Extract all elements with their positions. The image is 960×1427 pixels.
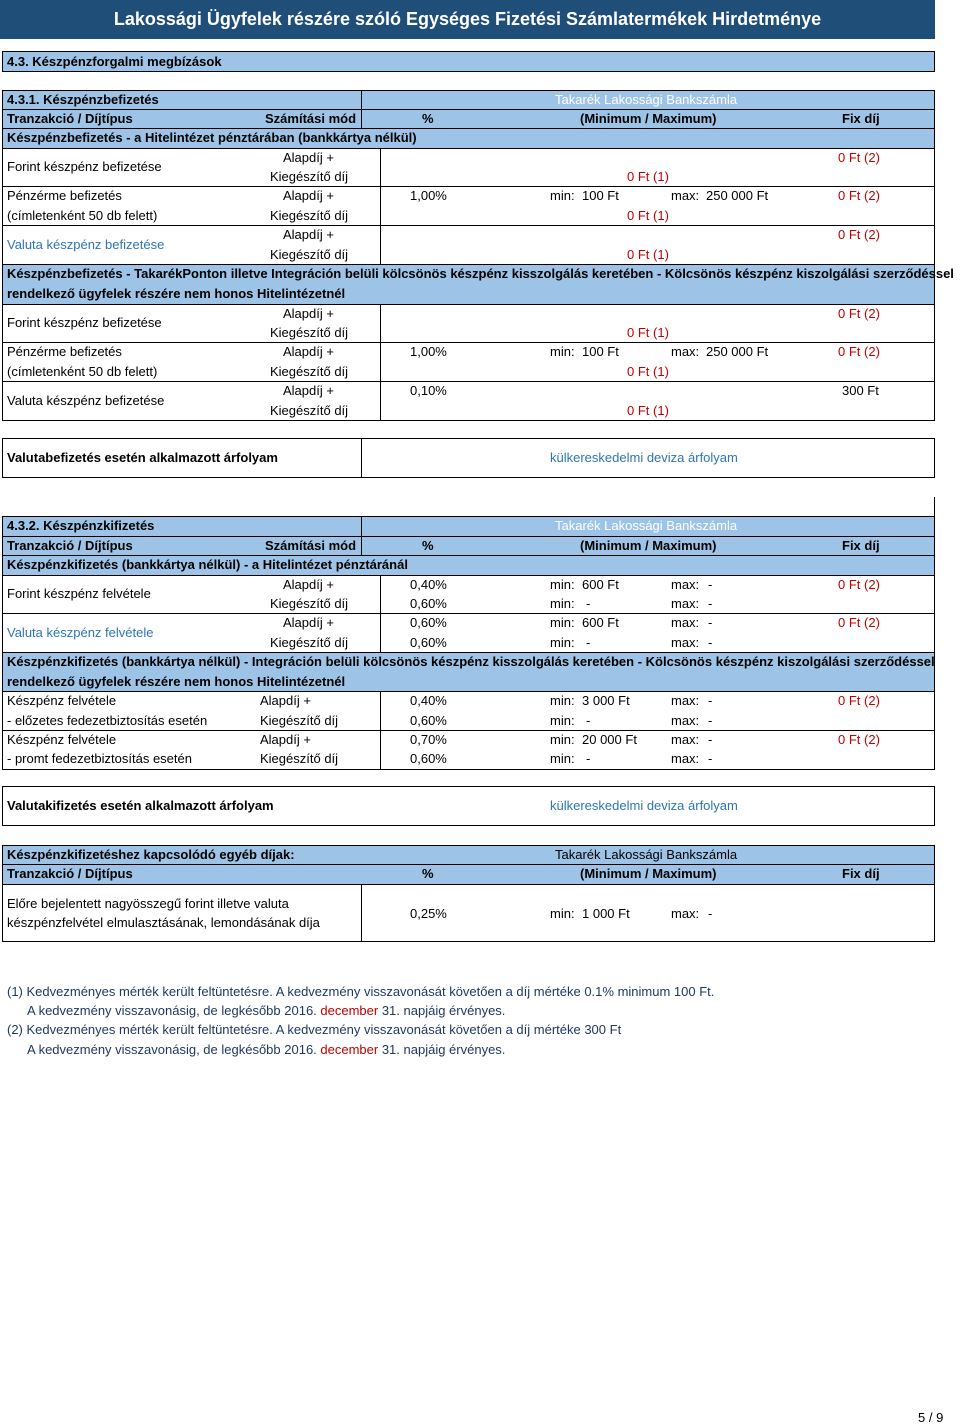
cash-withdrawal-label: Készpénz felvétele [7,693,117,708]
extra-fee-value: 0 Ft (1) [627,208,669,223]
min-label: min: [550,615,575,630]
fix-fee-value: 0 Ft (2) [838,306,880,321]
min-value: - [586,713,591,728]
other-fees-title: Készpénzkifizetéshez kapcsolódó egyéb díjak: [7,847,295,862]
forint-withdrawal-label: Forint készpénz felvétele [7,586,151,601]
max-label: max: [671,751,700,766]
coin-deposit-label: Pénzérme befizetés [7,344,122,359]
percent-value: 0,70% [410,732,447,747]
min-label: min: [550,635,575,650]
extra-fee-label: Kiegészítő díj [270,169,349,184]
base-fee-label: Alapdíj + [260,693,311,708]
col-percent: % [422,866,434,881]
footnote-2-validity: A kedvezmény visszavonásig, de legkésőbb 2016. december 31. napjáig érvényes. [27,1042,506,1057]
max-label: max: [671,635,700,650]
max-value: - [708,906,713,921]
fix-fee-value: 0 Ft (2) [838,615,880,630]
max-value: - [708,635,713,650]
max-label: max: [671,344,700,359]
min-value: - [586,751,591,766]
prompt-coverage-note: - promt fedezetbiztosítás esetén [7,751,192,766]
min-label: min: [550,344,575,359]
withdrawal-group1-title: Készpénzkifizetés (bankkártya nélkül) - a Hitelintézet pénztáránál [7,557,408,572]
base-fee-label: Alapdíj + [283,577,334,592]
section-title-bar [2,51,935,72]
col-minmax: (Minimum / Maximum) [580,111,717,126]
extra-fee-label: Kiegészítő díj [270,403,349,418]
percent-value: 1,00% [410,188,447,203]
document-title: Lakossági Ügyfelek részére szóló Egységes Fizetési Számlatermékek Hirdetménye [113,9,822,29]
col-calculation: Számítási mód [265,111,357,126]
withdrawal-group2-title-cont: rendelkező ügyfelek részére nem honos Hitelintézetnél [7,674,346,689]
min-value: 600 Ft [582,577,619,592]
fix-fee-value: 0 Ft (2) [838,693,880,708]
max-label: max: [671,188,700,203]
extra-fee-label: Kiegészítő díj [270,208,349,223]
min-value: 100 Ft [582,344,619,359]
extra-fee-label: Kiegészítő díj [270,596,349,611]
extra-fee-value: 0 Ft (1) [627,364,669,379]
max-value: - [708,577,713,592]
base-fee-label: Alapdíj + [283,188,334,203]
fix-fee-value: 300 Ft [842,383,879,398]
min-value: - [586,635,591,650]
min-value: 1 000 Ft [582,906,630,921]
max-label: max: [671,596,700,611]
min-label: min: [550,596,575,611]
footnote-1-validity: A kedvezmény visszavonásig, de legkésőbb 2016. december 31. napjáig érvényes. [27,1003,506,1018]
col-percent: % [422,538,434,553]
percent-value: 0,60% [410,615,447,630]
document-title-banner [0,0,935,39]
max-label: max: [671,732,700,747]
deposit-group2-title-cont: rendelkező ügyfelek részére nem honos Hitelintézetnél [7,286,346,301]
cash-withdrawal-label: Készpénz felvétele [7,732,117,747]
col-percent: % [422,111,434,126]
extra-fee-label: Kiegészítő díj [270,364,349,379]
percent-value: 1,00% [410,344,447,359]
percent-value: 0,60% [410,713,447,728]
min-label: min: [550,732,575,747]
fix-fee-value: 0 Ft (2) [838,732,880,747]
percent-value: 0,40% [410,577,447,592]
deposit-section-title: 4.3.1. Készpénzbefizetés [7,92,159,107]
max-value: - [708,713,713,728]
max-value: - [708,693,713,708]
col-fix-fee: Fix díj [842,111,880,126]
deposit-rate-value: külkereskedelmi deviza árfolyam [550,450,738,465]
max-value: - [708,751,713,766]
max-label: max: [671,713,700,728]
other-fees-account-name: Takarék Lakossági Bankszámla [555,847,738,862]
min-value: 3 000 Ft [582,693,630,708]
col-transaction: Tranzakció / Díjtípus [7,111,133,126]
base-fee-label: Alapdíj + [283,615,334,630]
max-value: 250 000 Ft [706,188,769,203]
deposit-group2-title: Készpénzbefizetés - TakarékPonton illetve Integráción belüli kölcsönös készpénz kisszolgálás keretében - Kölcsönös készpénz kiszolgálási szerződéssel [7,266,954,281]
min-value: 20 000 Ft [582,732,637,747]
base-fee-label: Alapdíj + [283,150,334,165]
withdrawal-account-name: Takarék Lakossági Bankszámla [555,518,738,533]
missed-withdrawal-fee-label-cont: készpénzfelvétel elmulasztásának, lemondásának díja [7,915,320,930]
col-calculation: Számítási mód [265,538,357,553]
extra-fee-value: 0 Ft (1) [627,169,669,184]
extra-fee-value: 0 Ft (1) [627,247,669,262]
forint-deposit-label: Forint készpénz befizetése [7,159,162,174]
percent-value: 0,25% [410,906,447,921]
max-value: - [708,732,713,747]
coin-deposit-note: (címletenként 50 db felett) [7,364,158,379]
col-minmax: (Minimum / Maximum) [580,538,717,553]
percent-value: 0,40% [410,693,447,708]
extra-fee-label: Kiegészítő díj [260,751,339,766]
withdrawal-rate-value: külkereskedelmi deviza árfolyam [550,798,738,813]
withdrawal-rate-label: Valutakifizetés esetén alkalmazott árfolyam [7,798,274,813]
max-label: max: [671,577,700,592]
page-number: 5 / 9 [918,1410,944,1425]
fix-fee-value: 0 Ft (2) [838,344,880,359]
forint-deposit-label: Forint készpénz befizetése [7,315,162,330]
withdrawal-group2-title: Készpénzkifizetés (bankkártya nélkül) - Integráción belüli kölcsönös készpénz kisszolgálás keretében - Kölcsönös készpénz kiszolgálási szerződéssel [7,654,935,669]
col-fix-fee: Fix díj [842,866,880,881]
fix-fee-value: 0 Ft (2) [838,227,880,242]
min-value: 600 Ft [582,615,619,630]
coin-deposit-label: Pénzérme befizetés [7,188,122,203]
col-fix-fee: Fix díj [842,538,880,553]
deposit-group1-title: Készpénzbefizetés - a Hitelintézet pénztárában (bankkártya nélkül) [7,130,417,145]
base-fee-label: Alapdíj + [283,227,334,242]
max-value: 250 000 Ft [706,344,769,359]
percent-value: 0,60% [410,596,447,611]
min-label: min: [550,751,575,766]
currency-deposit-label: Valuta készpénz befizetése [7,237,165,252]
section-title: 4.3. Készpénzforgalmi megbízások [7,54,222,69]
max-label: max: [671,615,700,630]
percent-value: 0,10% [410,383,447,398]
deposit-account-name: Takarék Lakossági Bankszámla [555,92,738,107]
footnote-2: (2) Kedvezményes mérték került feltüntetésre. A kedvezmény visszavonását követően a díj mértéke 300 Ft [7,1022,622,1037]
extra-fee-label: Kiegészítő díj [260,713,339,728]
fix-fee-value: 0 Ft (2) [838,150,880,165]
withdrawal-section-title: 4.3.2. Készpénzkifizetés [7,518,155,533]
min-label: min: [550,713,575,728]
deposit-rate-label: Valutabefizetés esetén alkalmazott árfolyam [7,450,278,465]
percent-value: 0,60% [410,635,447,650]
extra-fee-label: Kiegészítő díj [270,325,349,340]
base-fee-label: Alapdíj + [283,383,334,398]
extra-fee-label: Kiegészítő díj [270,247,349,262]
extra-fee-value: 0 Ft (1) [627,403,669,418]
missed-withdrawal-fee-label: Előre bejelentett nagyösszegű forint illetve valuta [7,896,289,911]
currency-deposit-label: Valuta készpénz befizetése [7,393,165,408]
fix-fee-value: 0 Ft (2) [838,577,880,592]
percent-value: 0,60% [410,751,447,766]
footnote-1: (1) Kedvezményes mérték került feltüntetésre. A kedvezmény visszavonását követően a díj mértéke 0.1% minimum 100 Ft. [7,984,715,999]
max-label: max: [671,906,700,921]
min-value: - [586,596,591,611]
min-label: min: [550,906,575,921]
base-fee-label: Alapdíj + [283,344,334,359]
max-label: max: [671,693,700,708]
col-transaction: Tranzakció / Díjtípus [7,538,133,553]
col-minmax: (Minimum / Maximum) [580,866,717,881]
coin-deposit-note: (címletenként 50 db felett) [7,208,158,223]
base-fee-label: Alapdíj + [283,306,334,321]
base-fee-label: Alapdíj + [260,732,311,747]
min-value: 100 Ft [582,188,619,203]
currency-withdrawal-label: Valuta készpénz felvétele [7,625,154,640]
min-label: min: [550,693,575,708]
max-value: - [708,615,713,630]
fix-fee-value: 0 Ft (2) [838,188,880,203]
col-transaction: Tranzakció / Díjtípus [7,866,133,881]
extra-fee-value: 0 Ft (1) [627,325,669,340]
advance-coverage-note: - előzetes fedezetbiztosítás esetén [7,713,208,728]
min-label: min: [550,577,575,592]
extra-fee-label: Kiegészítő díj [270,635,349,650]
max-value: - [708,596,713,611]
min-label: min: [550,188,575,203]
